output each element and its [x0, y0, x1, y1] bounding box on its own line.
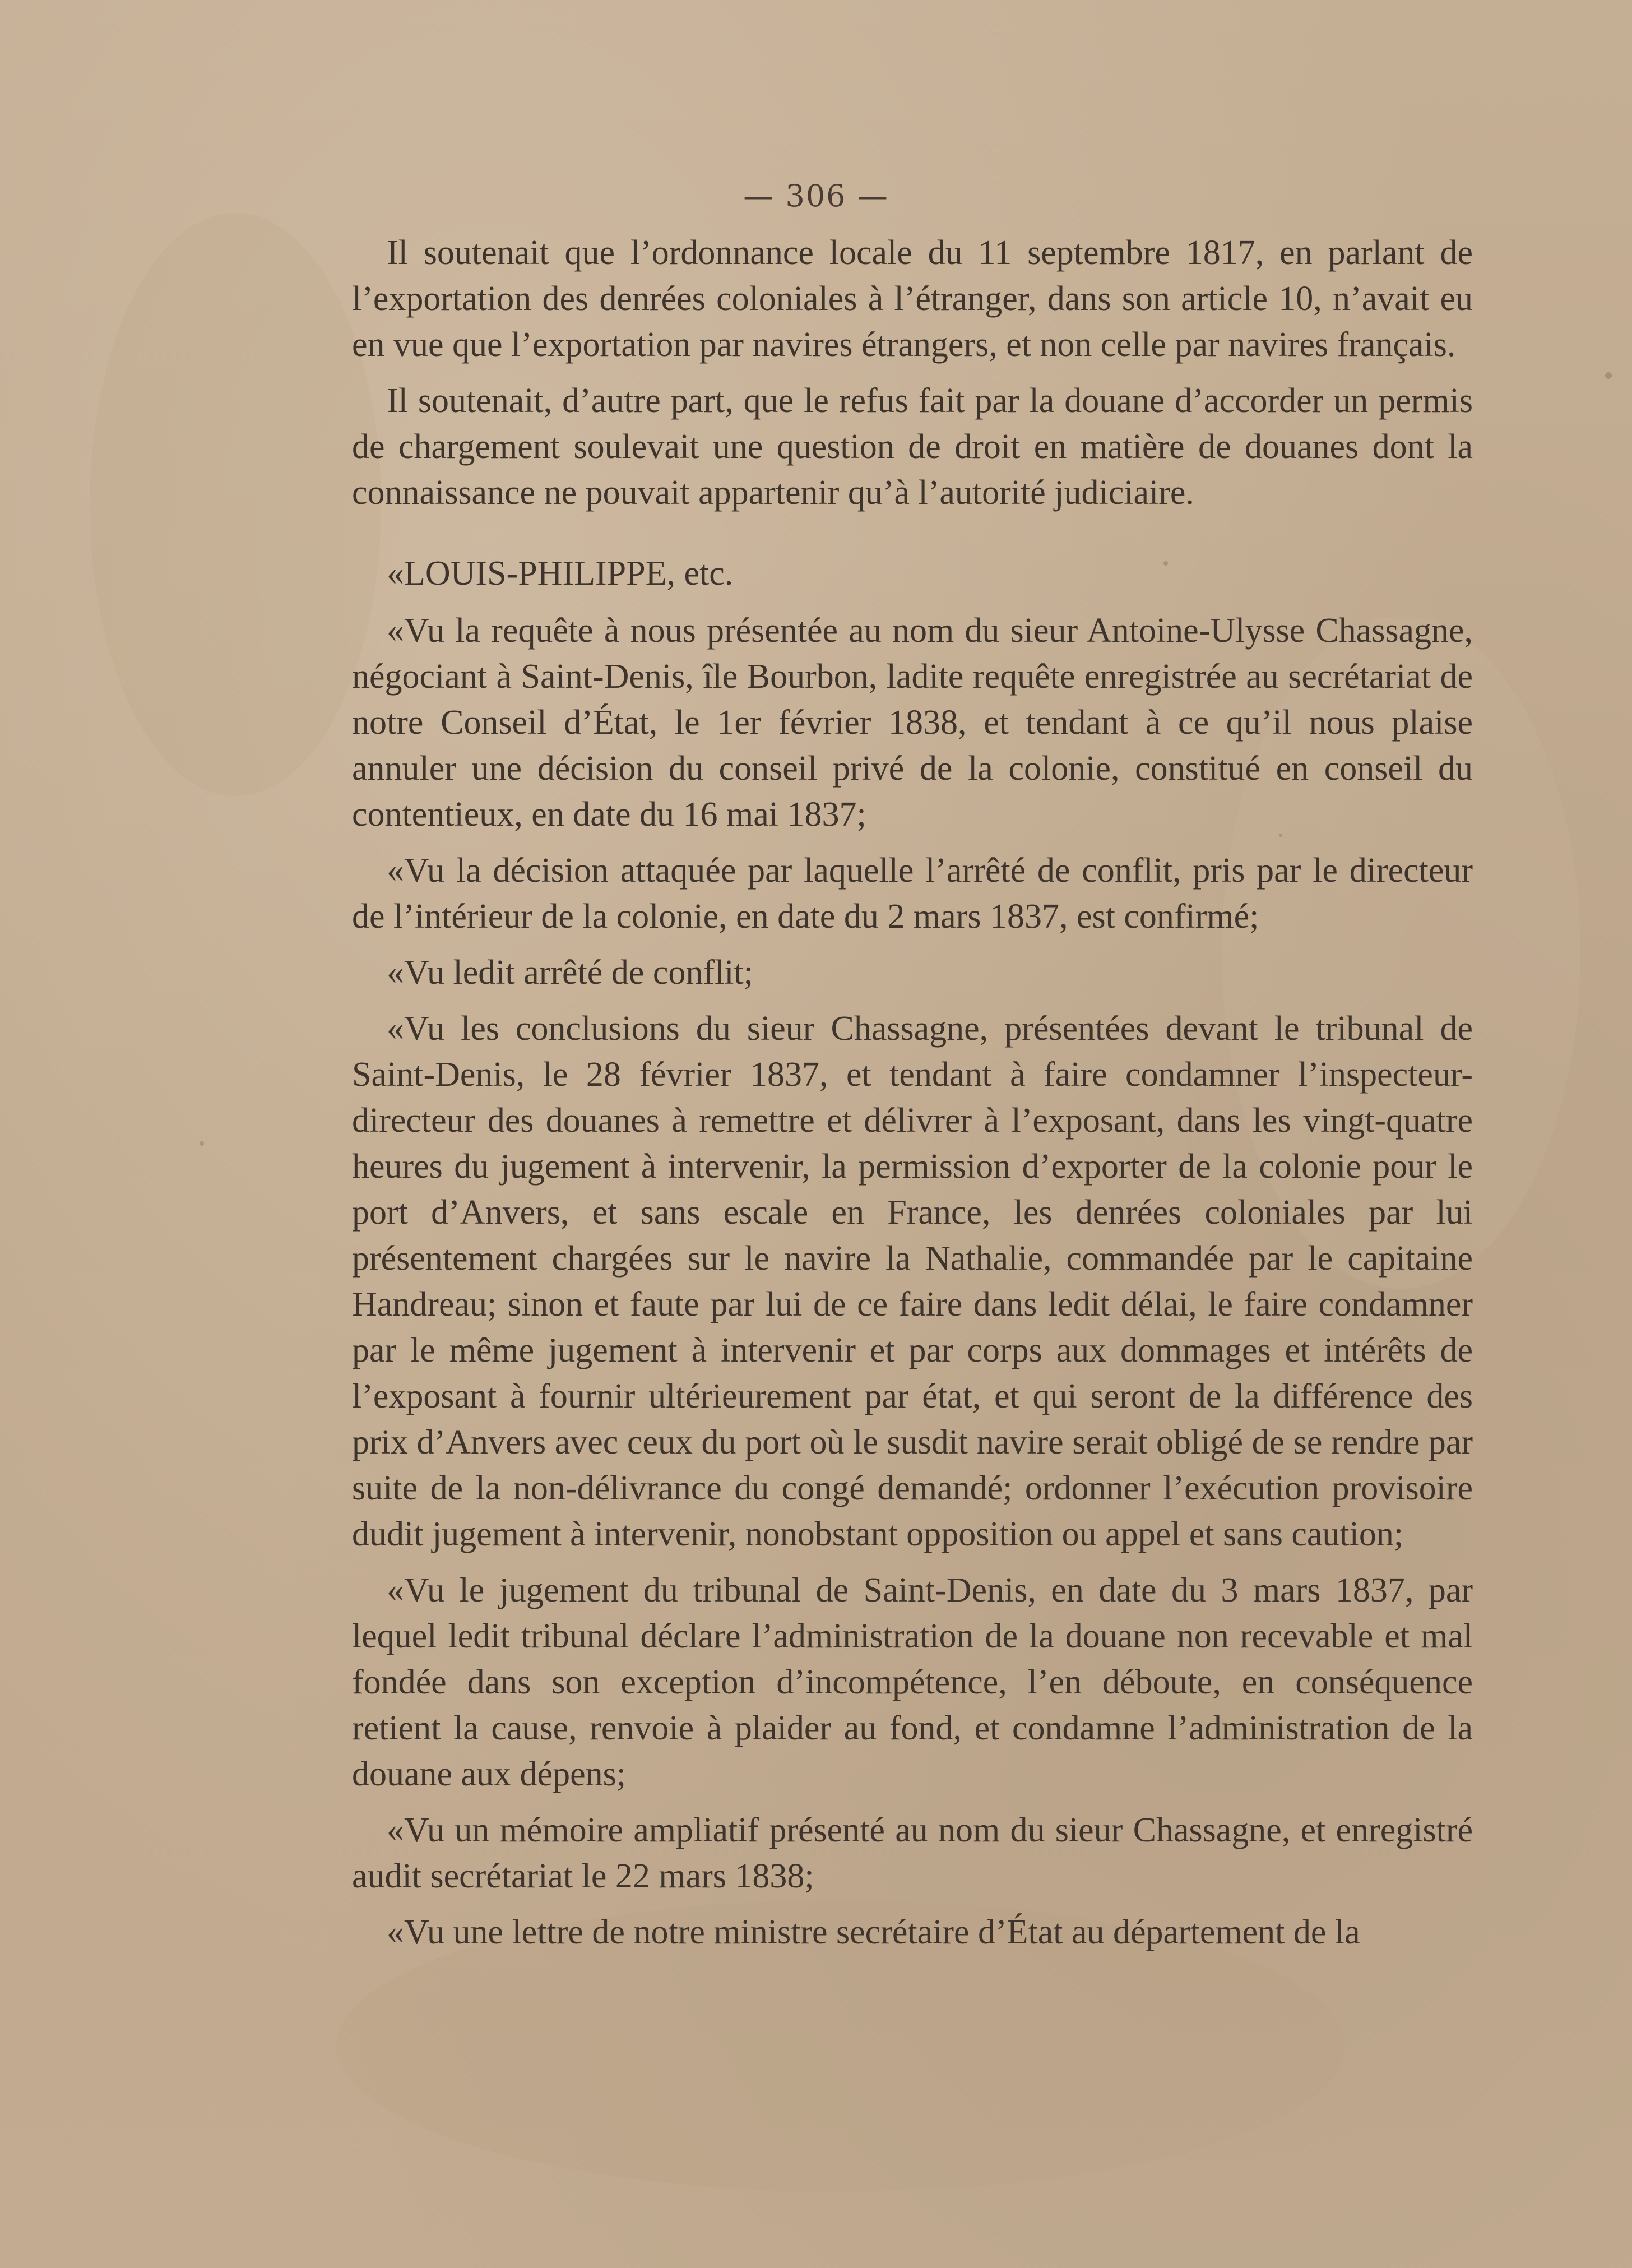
paragraph-5: «Vu la décision attaquée par laquelle l’arrêté de conflit, pris par le directeur de l’intérieur de la colonie, en date du 2 mars 1837, est confirmé; [352, 851, 1473, 936]
paragraph-8: «Vu le jugement du tribunal de Saint-Denis, en date du 3 mars 1837, par lequel ledit tribunal déclare l’administration de la douane non recevable et mal fondée dans son exception d’incompétence, l’en déboute, en conséquence retient la cause, renvoie à plaider au fond, et condamne l’administration de la douane aux dépens; [352, 1571, 1473, 1793]
paragraph-9: «Vu un mémoire ampliatif présenté au nom du sieur Chassagne, et enregistré audit secrétariat le 22 mars 1838; [352, 1811, 1473, 1895]
page-number: — 306 — [743, 178, 889, 214]
body-text [352, 230, 1473, 1965]
paragraph-1: Il soutenait que l’ordonnance locale du 11 septembre 1817, en parlant de l’exportation des denrées coloniales à l’étranger, dans son article 10, n’avait eu en vue que l’exportation par navires étrangers, et non celle par navires français. [352, 234, 1473, 364]
paragraph-louis-philippe: «LOUIS-PHILIPPE, etc. [387, 554, 734, 593]
paragraph-10: «Vu une lettre de notre ministre secrétaire d’État au département de la [387, 1913, 1360, 1951]
paragraph-7: «Vu les conclusions du sieur Chassagne, présentées devant le tribunal de Saint-Denis, le 28 février 1837, et tendant à faire condamner l’inspecteur-directeur des douanes à remettre et délivrer à l’exposant, dans les vingt-quatre heures du jugement à intervenir, la permission d’exporter de la colonie pour le port d’Anvers, et sans escale en France, les denrées coloniales par lui présentement chargées sur le navire la Nathalie, commandée par le capitaine Handreau; sinon et faute par lui de ce faire dans ledit délai, le faire condamner par le même jugement à intervenir et par corps aux dommages et intérêts de l’exposant à fournir ultérieurement par état, et qui seront de la différence des prix d’Anvers avec ceux du port où le susdit navire serait obligé de se rendre par suite de la non-délivrance du congé demandé; ordonner l’exécution provisoire dudit jugement à intervenir, nonobstant opposition ou appel et sans caution; [352, 1010, 1473, 1553]
paragraph-2: Il soutenait, d’autre part, que le refus fait par la douane d’accorder un permis de chargement soulevait une question de droit en matière de douanes dont la connaissance ne pouvait appartenir qu’à l’autorité judiciaire. [352, 382, 1473, 512]
paragraph-4: «Vu la requête à nous présentée au nom du sieur Antoine-Ulysse Chassagne, négociant à Saint-Denis, île Bourbon, ladite requête enregistrée au secrétariat de notre Conseil d’État, le 1er février 1838, et tendant à ce qu’il nous plaise annuler une décision du conseil privé de la colonie, constitué en conseil du contentieux, en date du 16 mai 1837; [352, 612, 1473, 834]
paragraph-6: «Vu ledit arrêté de conflit; [387, 954, 753, 992]
